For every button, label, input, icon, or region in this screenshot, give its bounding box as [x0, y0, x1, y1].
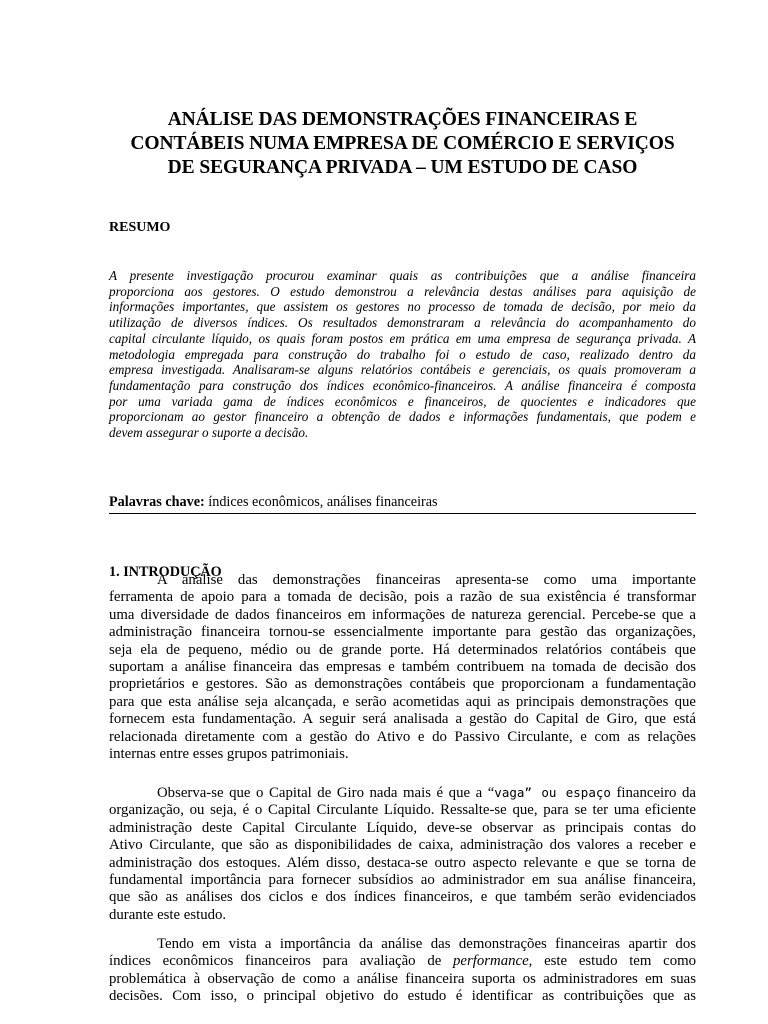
paragraph-line: internas entre esses grupos patrimoniais. [109, 746, 349, 763]
paragraph-line: decisões. Com isso, o principal objetivo do estudo é identificar as contribuições que as [109, 988, 696, 1005]
paragraph-line: ferramenta de apoio para a tomada de decisão, pois a razão de sua existência é transformar [109, 589, 696, 606]
abstract-line: proporciona aos gestores. O estudo demonstrou a relevância destas análises para aquisição de [109, 283, 696, 299]
paragraph-line: proprietários e gestores. São as demonstrações contábeis que proporcionam a fundamentação [109, 676, 696, 693]
paragraph-line [109, 953, 696, 970]
abstract-line: proporcionam ao gestor financeiro a obtenção de dados e informações fundamentais, que podem e [109, 409, 696, 425]
abstract-line: metodologia empregada para construção do trabalho foi o estudo de caso, realizado dentro da [109, 346, 696, 362]
keywords-text: índices econômicos, análises financeiras [204, 494, 438, 510]
paragraph-line: Ativo Circulante, que são as disponibilidades de caixa, administração dos valores a receber e [109, 837, 696, 854]
abstract-heading: RESUMO [109, 220, 171, 235]
paragraph-fragment-italic: performance [453, 953, 529, 970]
paragraph-fragment: Observa-se que o Capital de Giro nada mais é que a “ [157, 785, 495, 801]
abstract-line: empresa investigada. Analisaram-se alguns relatórios contábeis e gerenciais, os quais promoveram a [109, 362, 696, 378]
paragraph-line: uma diversidade de dados financeiros em informações de natureza gerencial. Percebe-se que a [109, 606, 696, 623]
abstract-body [109, 268, 696, 441]
paragraph-line: administração deste Capital Circulante Líquido, deve-se observar as principais contas do [109, 819, 696, 836]
horizontal-rule [109, 513, 696, 514]
paragraph-line: fundamental importância para fornecer subsídios ao administrador em sua análise financeira, [109, 872, 696, 889]
paragraph-line: fornecem esta fundamentação. A seguir será analisada a gestão do Capital de Giro, que está [109, 711, 696, 728]
abstract-line: informações importantes, que assistem os gestores no processo de tomada de decisão, por meio da [109, 299, 696, 315]
title-line: ANÁLISE DAS DEMONSTRAÇÕES FINANCEIRAS E [167, 109, 638, 130]
abstract-line: A presente investigação procurou examinar quais as contribuições que a análise financeira [109, 268, 696, 283]
paragraph-line: administração dos estoques. Além disso, destaca-se outro aspecto relevante e que se torna de [109, 854, 696, 871]
paragraph-line: A análise das demonstrações financeiras apresenta-se como uma importante [157, 572, 696, 588]
paragraph-fragment: financeiro da [610, 785, 696, 801]
abstract-line: utilização de diversos índices. Os resultados demonstraram a relevância do acompanhamento do [109, 315, 696, 331]
title-line: DE SEGURANÇA PRIVADA – UM ESTUDO DE CASO [167, 157, 638, 178]
paragraph-line [109, 784, 696, 802]
document-title [109, 108, 696, 180]
paragraph-line: durante este estudo. [109, 906, 227, 923]
title-line: CONTÁBEIS NUMA EMPRESA DE COMÉRCIO E SERVIÇOS [130, 133, 675, 154]
paragraph-line: que são as análises dos ciclos e dos índices financeiros, e que também serão evidenciados [109, 889, 696, 906]
abstract-line: devem assegurar o suporte a decisão. [109, 425, 309, 441]
paragraph-line: problemática à observação de como a análise financeira suporta os administradores em suas [109, 970, 696, 987]
paragraph-line: suportam a análise financeira das empresas e também contribuem na tomada de decisão dos [109, 659, 696, 676]
paragraph-3 [109, 936, 696, 1006]
paragraph-line: para que esta análise seja alcançada, e serão acometidas aqui as principais demonstrações que [109, 693, 696, 710]
abstract-line: fundamentação para construção dos índices econômico-financeiros. A análise financeira é composta [109, 377, 696, 393]
paragraph-fragment: , este estudo tem como [528, 953, 696, 970]
paragraph-fragment-mono: vaga” ou espaço [494, 785, 611, 800]
paragraph-1 [109, 572, 696, 763]
paragraph-line: relacionada diretamente com a gestão do Ativo e do Passivo Circulante, e com as relações [109, 728, 696, 745]
paragraph-line: seja ela de pequeno, médio ou de grande porte. Há determinados relatórios contábeis que [109, 641, 696, 658]
paragraph-line: organização, ou seja, é o Capital Circulante Líquido. Ressalte-se que, para se ter uma eficiente [109, 802, 696, 819]
keywords-label: Palavras chave: [109, 494, 205, 510]
paragraph-line: Tendo em vista a importância da análise das demonstrações financeiras apartir dos [157, 936, 696, 952]
abstract-line: por uma variada gama de índices econômicos e financeiros, de quocientes e indicadores que [109, 393, 696, 409]
keywords [109, 493, 438, 511]
paragraph-line: administração financeira tornou-se essencialmente importante para gestão das organizações, [109, 624, 696, 641]
abstract-line: capital circulante líquido, os quais foram postos em prática em uma empresa de segurança privada. A [109, 330, 696, 346]
section-heading: 1. INTRODUÇÃO [109, 564, 222, 580]
paragraph-2 [109, 784, 696, 924]
paragraph-fragment: índices econômicos financeiros para avaliação de [109, 953, 454, 970]
